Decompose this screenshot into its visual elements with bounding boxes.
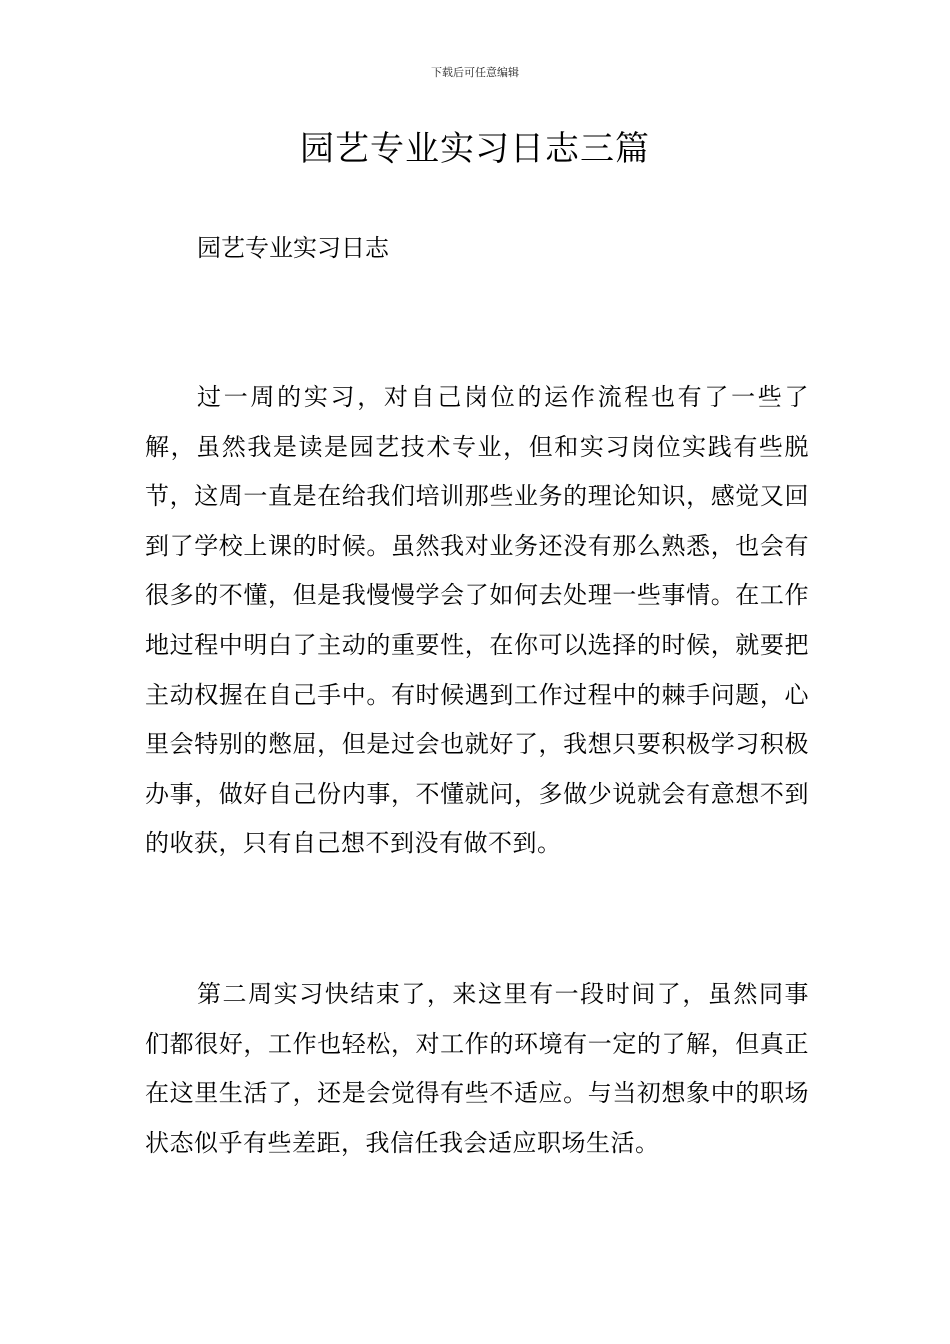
paragraph-week-two: 第二周实习快结束了，来这里有一段时间了，虽然同事们都很好，工作也轻松，对工作的环境有一定的了解，但真正在这里生活了，还是会觉得有些不适应。与当初想象中的职场状态似乎有些差距，我信任我会适应职场生活。 <box>145 980 809 1157</box>
document-subtitle: 园艺专业实习日志 <box>197 234 389 262</box>
paragraph-week-one: 过一周的实习，对自己岗位的运作流程也有了一些了解，虽然我是读是园艺技术专业，但和实习岗位实践有些脱节，这周一直是在给我们培训那些业务的理论知识，感觉又回到了学校上课的时候。虽然我对业务还没有那么熟悉，也会有很多的不懂，但是我慢慢学会了如何去处理一些事情。在工作地过程中明白了主动的重要性，在你可以选择的时候，就要把主动权握在自己手中。有时候遇到工作过程中的棘手问题，心里会特别的憋屈，但是过会也就好了，我想只要积极学习积极办事，做好自己份内事，不懂就问，多做少说就会有意想不到的收获，只有自己想不到没有做不到。 <box>145 383 809 858</box>
header-note: 下载后可任意编辑 <box>431 66 519 79</box>
document-title: 园艺专业实习日志三篇 <box>300 129 650 169</box>
